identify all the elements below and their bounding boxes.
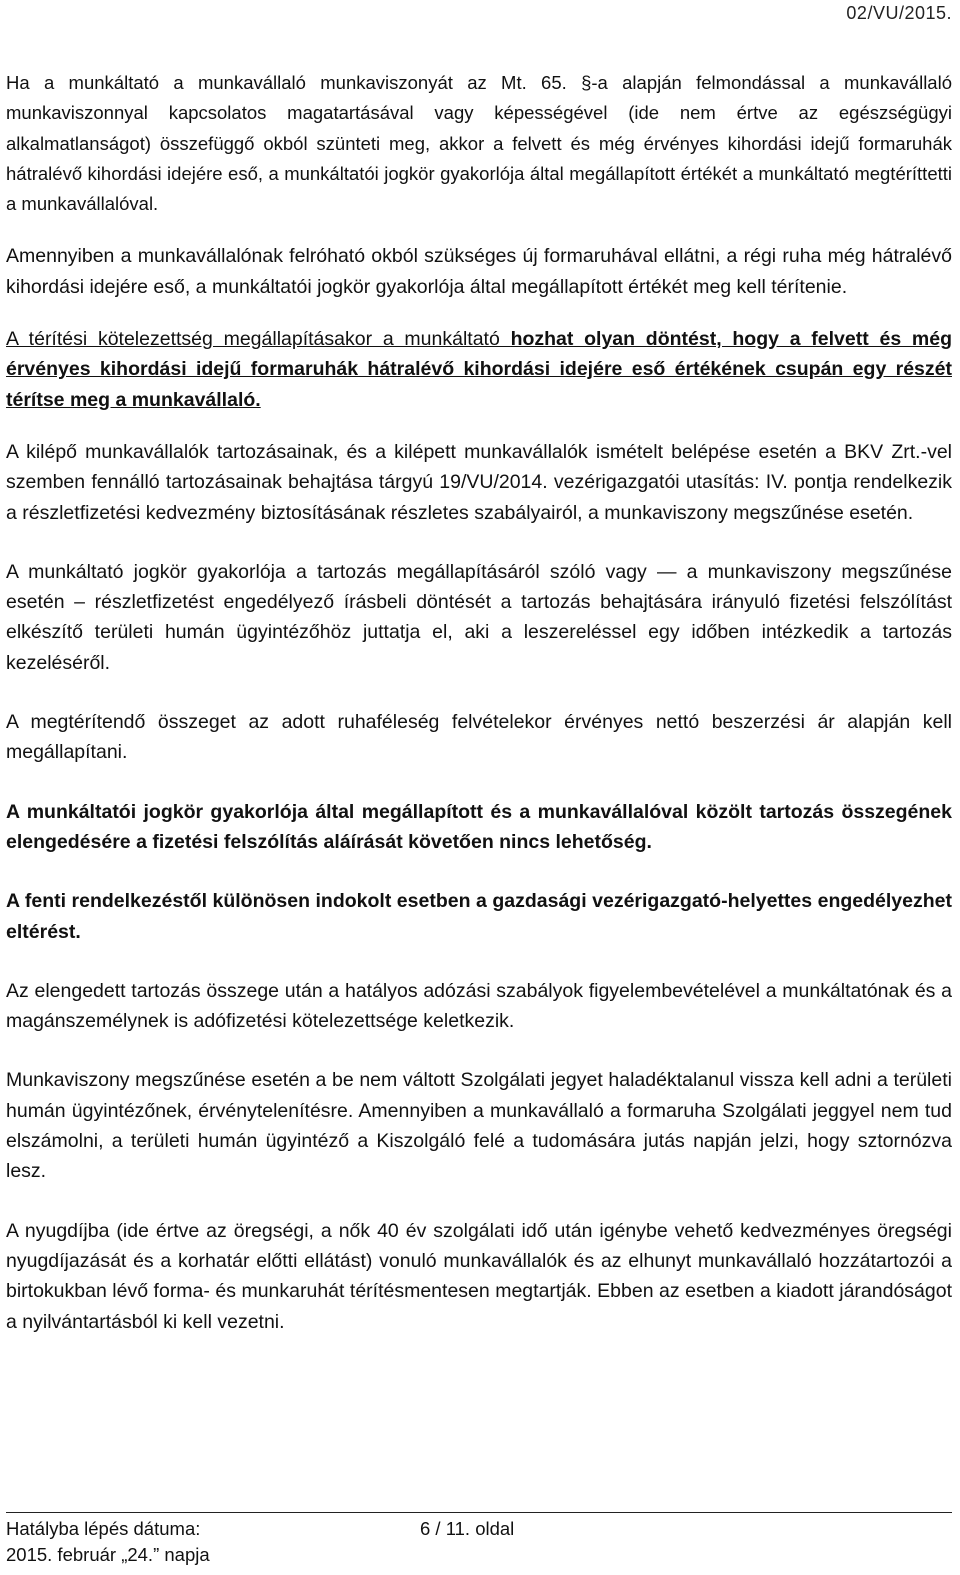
footer-divider — [6, 1512, 952, 1513]
paragraph-tax-obligation: Az elengedett tartozás összege után a hatályos adózási szabályok figyelembevételével a munkáltatónak és a magánszemélynek is adófizetési kötelezettsége keletkezik. — [6, 979, 952, 1033]
paragraph-termination-reimbursement: Ha a munkáltató a munkavállaló munkaviszonyát az Mt. 65. §-a alapján felmondással a munkavállaló munkaviszonnyal kapcsolatos magatartásával vagy képességével (ide nem értve az egészségügyi alkalmatlanságot) összefüggő okból szünteti meg, akkor a felvett és még érvényes kihordási idejű formaruhák hátralévő kihordási idejére eső, a munkáltatói jogkör gyakorlója által megállapított értékét a munkáltató megtéríttetti a munkavállalóval. — [6, 72, 952, 215]
paragraph-exception: A fenti rendelkezéstől különösen indokolt esetben a gazdasági vezérigazgató-helyettes engedélyezhet eltérést. — [6, 890, 952, 943]
partial-reimbursement-emphasis: hozhat olyan döntést, hogy a felvett és még érvényes kihordási idejű formaruhák hátralévő kihordási idejére eső értékének csupán egy részét térítse meg a munkavállaló. — [6, 328, 952, 411]
paragraph-retirement: A nyugdíjba (ide értve az öregségi, a nők 40 év szolgálati idő után igénybe vehető kedvezményes öregségi nyugdíjazását és a korhatár előtti ellátást) vonuló munkavállalók és az elhunyt munkavállaló hozzátartozói a birtokukban lévő forma- és munkaruhát térítésmentesen megtartják. Ebben az esetben a kiadott járandóságot a nyilvántartásból ki kell vezetni. — [6, 1219, 952, 1333]
page-number: 6 / 11. oldal — [420, 1518, 515, 1539]
paragraph-amount-basis: A megtérítendő összeget az adott ruhaféleség felvételekor érvényes nettó beszerzési ár alapján kell megállapítani. — [6, 711, 952, 764]
effective-date-label: Hatályba lépés dátuma: — [6, 1518, 201, 1539]
effective-date-value: 2015. február „24.” napja — [6, 1544, 210, 1565]
footer-effective-date — [6, 1516, 210, 1568]
document-code: 02/VU/2015. — [846, 3, 952, 23]
paragraph-debt-collection-reference: A kilépő munkavállalók tartozásainak, és a kilépett munkavállalók ismételt belépése esetén a BKV Zrt.-vel szemben fennálló tartozásainak behajtása tárgyú 19/VU/2014. vezérigazgatói utasítás: IV. pontja rendelkezik a részletfizetési kedvezmény biztosításának részletes szabályairól, a munkaviszony megszűnése esetén. — [6, 440, 952, 524]
partial-reimbursement-intro: A térítési kötelezettség megállapításakor a munkáltató — [6, 328, 511, 351]
document-body — [6, 68, 952, 1337]
paragraph-decision-forwarding: A munkáltató jogkör gyakorlója a tartozás megállapításáról szóló vagy — a munkaviszony megszűnése esetén – részletfizetést engedélyező írásbeli döntését a tartozás behajtására irányuló fizetési felszólítást elkészítő területi humán ügyintézőhöz juttatja el, aki a leszereléssel egy időben intézkedik a tartozás kezeléséről. — [6, 560, 952, 674]
paragraph-fault-replacement: Amennyiben a munkavállalónak felróható okból szükséges új formaruhával ellátni, a régi ruha még hátralévő kihordási idejére eső, a munkáltatói jogkör gyakorlója által megállapított értékét meg kell térítenie. — [6, 245, 952, 298]
paragraph-no-waiver: A munkáltatói jogkör gyakorlója által megállapított és a munkavállalóval közölt tartozás összegének elengedésére a fizetési felszólítás aláírását követően nincs lehetőség. — [6, 800, 952, 853]
paragraph-service-ticket: Munkaviszony megszűnése esetén a be nem váltott Szolgálati jegyet haladéktalanul vissza kell adni a területi humán ügyintézőnek, érvénytelenítésre. Amennyiben a munkavállaló a formaruha Szolgálati jeggyel nem tud elszámolni, a területi humán ügyintéző a Kiszolgáló felé a tudomására jutás napján jelzi, hogy sztornózva lesz. — [6, 1069, 952, 1183]
paragraph-partial-reimbursement — [6, 324, 952, 415]
